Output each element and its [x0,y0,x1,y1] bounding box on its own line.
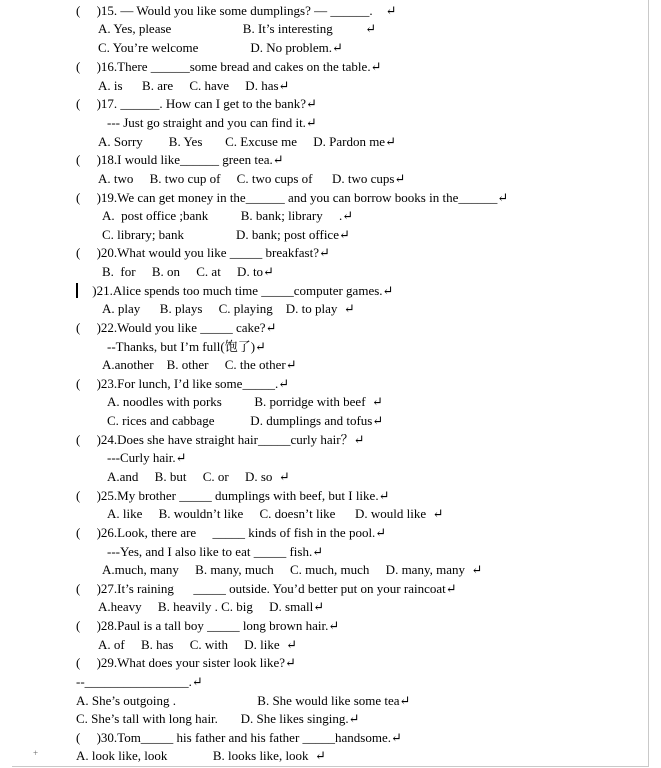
q20-options: B. for B. on C. at D. to↵ [102,264,274,279]
q26-options: A.much, many B. many, much C. much, much D. many, many ↵ [102,562,483,577]
q22-stem: ( )22.Would you like _____ cake?↵ [76,320,277,335]
q16-options: A. is B. are C. have D. has↵ [98,78,290,93]
q19-options-ab: A. post office ;bank B. bank; library .↵ [102,208,354,223]
q20-stem: ( )20.What would you like _____ breakfast?↵ [76,245,330,260]
q21-options: A. play B. plays C. playing D. to play ↵ [102,301,355,316]
q16-stem: ( )16.There ______some bread and cakes on the table.↵ [76,59,382,74]
q27-options: A.heavy B. heavily . C. big D. small↵ [98,599,325,614]
q19-options-cd: C. library; bank D. bank; post office↵ [102,227,350,242]
q28-stem: ( )28.Paul is a tall boy _____ long brown hair.↵ [76,618,340,633]
q23-options-ab: A. noodles with porks B. porridge with beef ↵ [107,394,383,409]
q17-response: --- Just go straight and you can find it.↵ [107,115,317,130]
q19-stem: ( )19.We can get money in the______ and you can borrow books in the______↵ [76,190,509,205]
q22-options: A.another B. other C. the other↵ [102,357,297,372]
q29-stem: ( )29.What does your sister look like?↵ [76,655,296,670]
q17-stem: ( )17. ______. How can I get to the bank?↵ [76,96,317,111]
q17-options: A. Sorry B. Yes C. Excuse me D. Pardon me↵ [98,134,396,149]
q21-stem: )21.Alice spends too much time _____computer games.↵ [76,283,394,298]
q25-options: A. like B. wouldn’t like C. doesn’t like D. would like ↵ [107,506,444,521]
q30-stem: ( )30.Tom_____ his father and his father _____handsome.↵ [76,730,402,745]
q26-stem: ( )26.Look, there are _____ kinds of fish in the pool.↵ [76,525,387,540]
q18-stem: ( )18.I would like______ green tea.↵ [76,152,284,167]
q24-options: A.and B. but C. or D. so ↵ [107,469,290,484]
q30-options: A. look like, look B. looks like, look ↵ [76,748,326,763]
q27-stem: ( )27.It’s raining _____ outside. You’d better put on your raincoat↵ [76,581,457,596]
q29-options-cd: C. She’s tall with long hair. D. She likes singing.↵ [76,711,360,726]
q23-options-cd: C. rices and cabbage D. dumplings and tofus↵ [107,413,384,428]
q18-options: A. two B. two cup of C. two cups of D. two cups↵ [98,171,406,186]
q15-stem: ( )15. — Would you like some dumplings? — ______. ↵ [76,3,397,18]
q29-answer-blank: --________________.↵ [76,674,203,689]
q22-response: --Thanks, but I’m full(饱了)↵ [107,339,266,354]
q24-stem: ( )24.Does she have straight hair_____curly hair？↵ [76,432,365,447]
q15-options-cd: C. You’re welcome D. No problem.↵ [98,40,343,55]
q26-response: ---Yes, and I also like to eat _____ fish.↵ [107,544,324,559]
q23-stem: ( )23.For lunch, I’d like some_____.↵ [76,376,290,391]
q15-options-ab: A. Yes, please B. It’s interesting ↵ [98,21,377,36]
anchor-mark: + [33,748,39,758]
q25-stem: ( )25.My brother _____ dumplings with beef, but I like.↵ [76,488,390,503]
q28-options: A. of B. has C. with D. like ↵ [98,637,298,652]
q29-options-ab: A. She’s outgoing . B. She would like some tea↵ [76,693,411,708]
q24-response: ---Curly hair.↵ [107,450,187,465]
